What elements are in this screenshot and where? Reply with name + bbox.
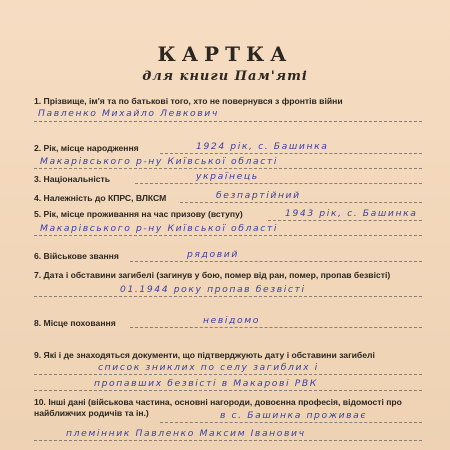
field-10-line-2 [34, 440, 422, 441]
field-5-value-2: Макарівського р-ну Київської області [40, 223, 278, 234]
field-2-line-1 [160, 153, 422, 154]
field-4-label: 4. Належність до КПРС, ВЛКСМ [34, 193, 167, 203]
field-7-value: 01.1944 року пропав безвісті [120, 284, 306, 295]
field-1-line [34, 121, 422, 122]
field-10-value-2: племінник Павленко Максим Іванович [66, 428, 306, 439]
field-10-value-1: в с. Башинка проживає [220, 410, 368, 421]
field-10-label: 10. Інші дані (військова частина, основні нагороди, довоєнна професія, відомості про найближчих родичів та ін.) [34, 397, 402, 418]
field-7-label: 7. Дата і обставини загибелі (загинув у бою, помер від ран, помер, пропав безвісті) [34, 270, 391, 280]
field-2-label: 2. Рік, місце народження [34, 143, 139, 153]
field-5-label: 5. Рік, місце проживання на час призову (вступу) [34, 209, 243, 219]
field-9-line-1 [34, 374, 422, 375]
field-3-line [135, 183, 422, 184]
card-title: КАРТКА [157, 42, 293, 66]
field-5-line-2 [34, 235, 422, 236]
field-2-value-1: 1924 рік, с. Башинка [196, 141, 329, 152]
card-subtitle: для книги Пам'яті [142, 69, 308, 84]
field-9-label: 9. Які і де знаходяться документи, що підтверджують дату і обставини загибелі [34, 350, 375, 360]
field-8-line [130, 327, 422, 328]
field-7-line [34, 296, 422, 297]
field-3-value: українець [196, 171, 259, 182]
field-10-line-1 [160, 422, 422, 423]
field-6-value: рядовий [187, 249, 239, 260]
field-4-line [180, 202, 422, 203]
field-9-value-1: список зниклих по селу загиблих і [98, 362, 319, 373]
field-3-label: 3. Національність [34, 174, 111, 184]
field-1-label: 1. Прізвище, ім'я та по батькові того, хто не повернувся з фронтів війни [34, 96, 343, 106]
field-1-value: Павленко Михайло Левкович [38, 108, 219, 119]
field-5-line-1 [268, 220, 422, 221]
field-5-value-1: 1943 рік, с. Башинка [285, 208, 418, 219]
field-9-line-2 [34, 390, 422, 391]
field-2-line-2 [34, 168, 422, 169]
field-9-value-2: пропавших безвісті в Макарові РВК [94, 378, 318, 389]
field-4-value: безпартійний [216, 190, 301, 201]
field-8-label: 8. Місце поховання [34, 318, 116, 328]
field-8-value: невідомо [203, 315, 260, 326]
field-6-line [130, 261, 422, 262]
field-6-label: 6. Військове звання [34, 251, 119, 261]
field-2-value-2: Макарівського р-ну Київської області [40, 156, 278, 167]
